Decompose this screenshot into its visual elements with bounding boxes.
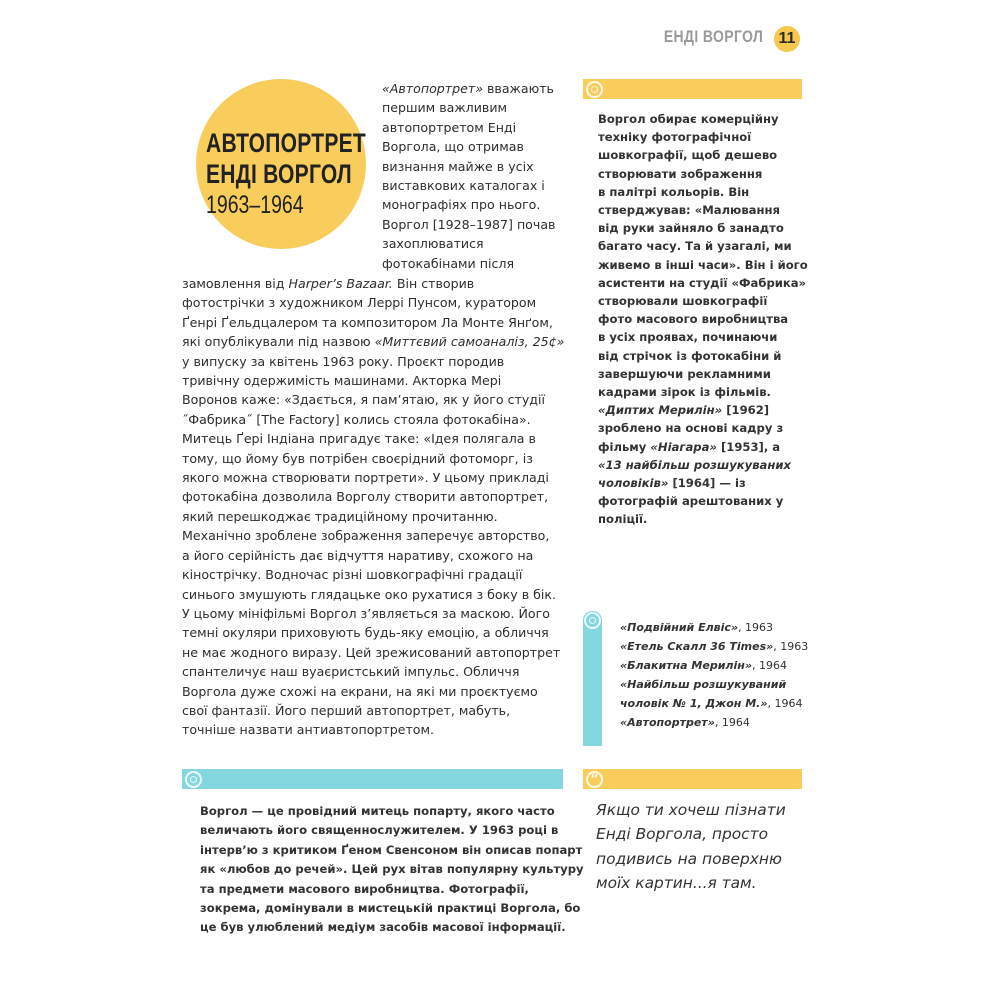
text-line: зокрема, домінували в мистецькій практиці Воргола, бо [200, 901, 581, 916]
running-title: ЕНДІ ВОРГОЛ [663, 27, 763, 46]
text-line: ˝Фабрика˝ [The Factory] колись стояла фотокабіна». [182, 411, 531, 427]
text-line: у випуску за квітень 1963 року. Проєкт породив [182, 353, 505, 369]
text-line: У цьому мініфільмі Воргол з’являється за маскою. Його [182, 605, 550, 621]
text-line: Воргол [1928–1987] почав [382, 216, 556, 232]
text-line: фотокабіна дозволила Ворголу створити автопортрет, [182, 489, 549, 505]
text-line: Воргола дуже схожі на екрани, на які ми проєктуємо [182, 683, 538, 699]
text-line: замовлення від Harper’s Bazaar. Він створив [182, 276, 475, 291]
italic-title: «Диптих Мерилін» [598, 403, 723, 418]
text-line: які опублікували під назвою «Миттєвий самоаналіз, 25¢» [182, 334, 565, 350]
text-line: тривічну одержимість машинами. Акторка Мері [182, 373, 502, 389]
works-list [620, 618, 808, 732]
text-line: це був улюблений медіум засобів масової інформації. [200, 920, 566, 935]
title-line-1: АВТОПОРТРЕТ [206, 128, 367, 158]
title-line-2: ЕНДІ ВОРГОЛ [206, 159, 352, 189]
main-text-body [182, 274, 564, 740]
work-title: «Блакитна Мерилін» [620, 659, 752, 672]
text-line: кінострічку. Водночас різні шовкографічні градації [182, 567, 523, 583]
title-years: 1963–1964 [206, 191, 304, 219]
text-line: створювати зображення [598, 166, 763, 181]
italic-title: Harper’s Bazaar. [288, 276, 393, 291]
text-line: стверджував: «Малювання [598, 203, 780, 218]
text-line: фотокабінами після [382, 255, 515, 271]
work-item [620, 637, 808, 656]
text-line: темні окуляри приховують будь-яку емоцію, а обличчя [182, 625, 549, 641]
italic-title: «Миттєвий самоаналіз, 25¢» [374, 334, 565, 350]
work-item [620, 675, 808, 713]
work-title: «Етель Скалл 36 Times» [620, 640, 774, 653]
work-item [620, 656, 808, 675]
work-year: , 1964 [767, 697, 803, 710]
text-line: Воргол — це провідний митець попарту, якого часто [200, 804, 555, 818]
text-line: першим важливим [382, 100, 508, 116]
work-item [620, 618, 808, 637]
text-line: Якщо ти хочеш пізнати [596, 801, 786, 819]
bottom-box-text [200, 802, 584, 938]
text-line: Енді Воргола, просто [596, 825, 768, 844]
text-line: фільму «Ніагара» [1953], а [598, 439, 781, 454]
italic-title: «13 найбільш розшукуваних [598, 457, 791, 472]
italic-title: «Ніагара» [650, 439, 717, 454]
text-line: визнання майже в усіх [382, 158, 534, 174]
work-item [620, 713, 808, 732]
text-line: інтерв’ю з критиком Ґеном Свенсоном він описав попарт [200, 842, 583, 857]
text-line [598, 456, 808, 474]
text-line: шовкографії, щоб дешево [598, 148, 778, 163]
text-line: чоловіків» [1964] — із [598, 476, 746, 491]
work-year: , 1964 [751, 659, 787, 672]
text-line: автопортретом Енді [382, 119, 517, 135]
text-line: завершуючи рекламними [598, 366, 771, 381]
technique-sidebar-text [598, 110, 808, 529]
work-year: , 1964 [714, 716, 750, 729]
italic-title: «Автопортрет» [382, 81, 483, 96]
text-line: живемо в інші часи». Він і його [598, 257, 808, 272]
text-line: Митець Ґері Індіана пригадує таке: «Ідея полягала в [182, 431, 536, 447]
text-line: Воронов каже: «Здається, я пам’ятаю, як у його студії [182, 392, 545, 408]
text-line: якого можна створювати портрети». У цьому прикладі [182, 470, 549, 486]
text-line: зроблено на основі кадру з [598, 421, 784, 436]
text-line: фотострічки з художником Леррі Пунсом, куратором [182, 295, 537, 311]
text-line: моїх картин...я там. [596, 874, 757, 893]
text-line: спантеличує наш вуаєристський імпульс. Обличчя [182, 664, 520, 680]
text-line: точніше назвати антиавтопортретом. [182, 722, 435, 738]
work-title: «Подвійний Елвіс» [620, 621, 739, 634]
text-line: подивись на поверхню [596, 849, 782, 868]
text-line: тому, що йому був потрібен своєрідний фотоморг, із [182, 450, 533, 466]
text-line: фото масового виробництва [598, 312, 789, 327]
text-line: який перешкоджає традиційному прочитанню. [182, 508, 498, 524]
quote-text [596, 798, 786, 896]
text-line: в усіх проявах, починаючи [598, 330, 778, 345]
text-line: поліції. [598, 512, 648, 527]
text-line: в палітрі кольорів. Він [598, 184, 750, 199]
title-block [206, 128, 366, 221]
text-line: свої фантазії. Його перший автопортрет, мабуть, [182, 702, 511, 718]
text-line: Механічно зроблене зображення заперечує авторство, [182, 528, 550, 544]
text-line: техніку фотографічної [598, 130, 752, 145]
text-line: від руки зайняло б занадто [598, 221, 784, 236]
quote-icon: “ [586, 771, 603, 788]
text-line: створювали шовкографії [598, 294, 768, 309]
work-year: , 1963 [738, 621, 774, 634]
text-line: від стрічок із фотокабіни й [598, 348, 782, 363]
quote-header-bar [583, 769, 802, 789]
text-line: як «любов до речей». Цей рух вітав популярну культуру [200, 862, 584, 877]
text-line: та предмети масового виробництва. Фотографії, [200, 881, 529, 896]
text-line: а його серійність дає відчуття наративу, схожого на [182, 547, 534, 563]
text-line: Воргола, що отримав [382, 139, 524, 155]
work-title: «Автопортрет» [620, 716, 715, 729]
target-icon [586, 81, 603, 98]
target-icon [185, 771, 202, 788]
text-line: величають його священнослужителем. У 1963 році в [200, 823, 559, 838]
page-number: 11 [774, 26, 800, 52]
text-line: асистенти на студії «Фабрика» [598, 275, 807, 290]
bottom-header-bar [182, 769, 563, 789]
main-text-intro [382, 79, 555, 273]
text-line: «Автопортрет» вважають [382, 81, 554, 96]
work-year: , 1963 [773, 640, 809, 653]
text-line: багато часу. Та й узагалі, ми [598, 239, 792, 254]
text-line: кадрами зірок із фільмів. [598, 385, 771, 400]
technique-header-bar [583, 79, 802, 99]
text-line: захоплюватися [382, 236, 484, 252]
text-line: Ґенрі Ґельдцалером та композитором Ла Монте Янґом, [182, 314, 553, 330]
works-side-bar [583, 611, 602, 746]
work-title: «Найбільш розшукуваний чоловік № 1, Джон М.» [620, 678, 787, 710]
italic-title: чоловіків» [598, 476, 669, 491]
text-line: не має жодного виразу. Цей зрежисований автопортрет [182, 644, 561, 660]
text-line: виставкових каталогах і [382, 178, 545, 194]
text-line: монографіях про нього. [382, 197, 541, 213]
eye-icon [584, 612, 601, 629]
text-line: синього змушують глядацьке око рухатися з боку в бік. [182, 586, 556, 602]
text-line: Воргол обирає комерційну [598, 112, 779, 126]
text-line: фотографій арештованих у [598, 494, 784, 509]
text-line: «Диптих Мерилін» [1962] [598, 403, 770, 418]
